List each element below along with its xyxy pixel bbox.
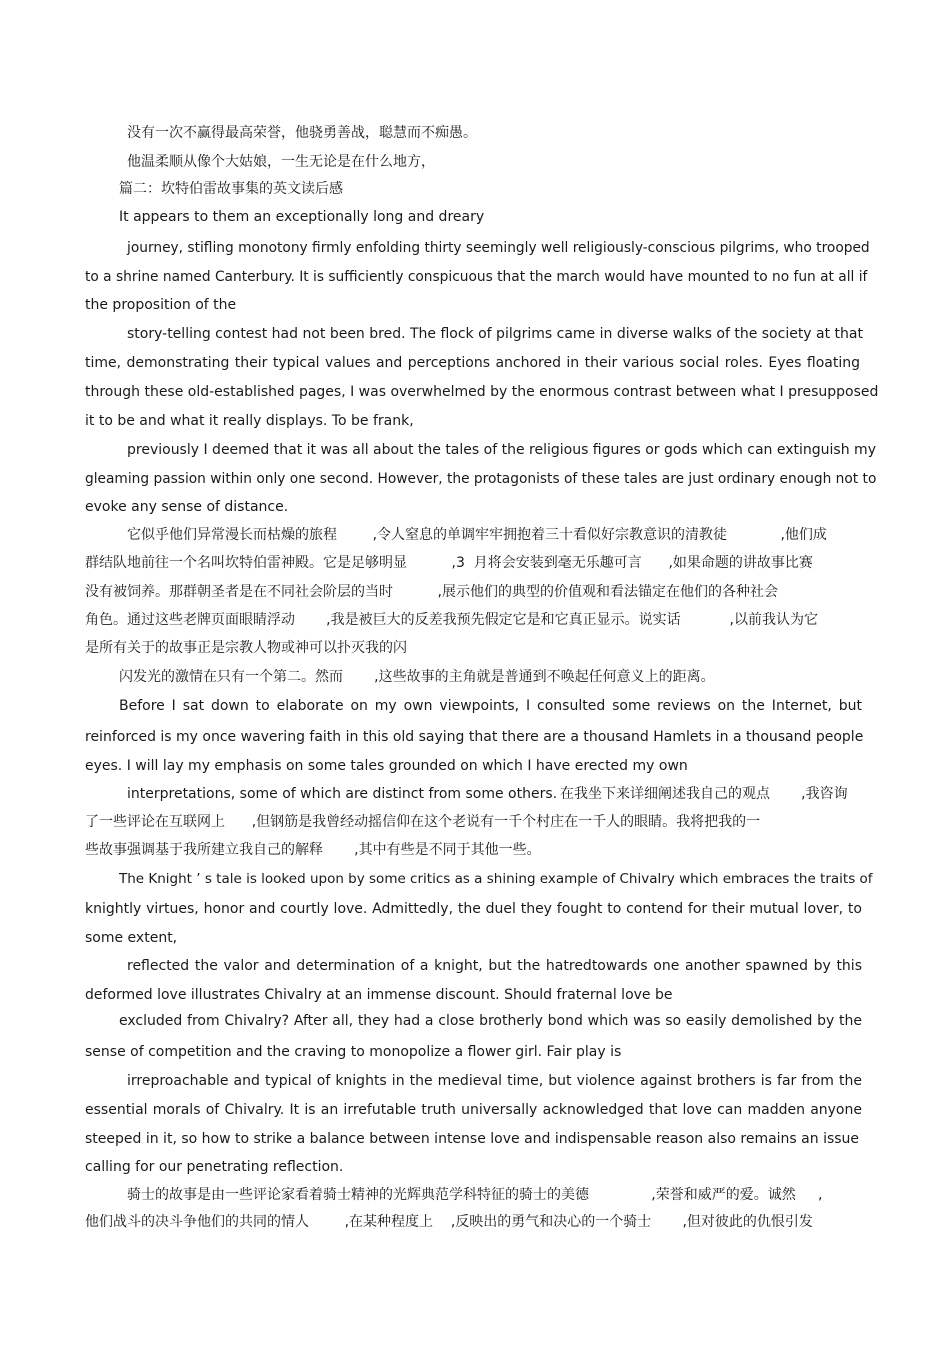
text-line: reflected the valor and determination of a knight, but the hatredtowards one another spawned by this — [127, 958, 862, 974]
text-line: some extent, — [85, 930, 178, 946]
text-line: essential morals of Chivalry. It is an irrefutable truth universally acknowledged that love can madden anyone — [85, 1102, 862, 1118]
text-line: evoke any sense of distance. — [85, 499, 289, 515]
text-line: journey, stifling monotony firmly enfolding thirty seemingly well religiously-conscious pilgrims, who trooped — [127, 240, 870, 256]
text-line: story-telling contest had not been bred. The flock of pilgrims came in diverse walks of the society at that — [127, 326, 863, 342]
text-line: interpretations, some of which are distinct from some others. — [127, 786, 558, 802]
text-line: 没有被饲养。那群朝圣者是在不同社会阶层的当时 ,展示他们的典型的价值观和看法锚定在他们的各种社会 — [85, 584, 778, 600]
text-line: deformed love illustrates Chivalry at an immense discount. Should fraternal love be — [85, 987, 673, 1003]
text-line: it to be and what it really displays. To be frank, — [85, 413, 414, 429]
text-line: sense of competition and the craving to monopolize a flower girl. Fair play is — [85, 1044, 622, 1060]
section-heading: 篇二：坎特伯雷故事集的英文读后感 — [119, 181, 343, 197]
text-line: 他们战斗的决斗争他们的共同的情人 ,在某种程度上 ,反映出的勇气和决心的一个骑士 ,但对彼此的仇恨引发 — [85, 1214, 813, 1230]
text-line: 是所有关于的故事正是宗教人物或神可以扑灭我的闪 — [85, 640, 407, 656]
text-line: 了一些评论在互联网上 ,但钢筋是我曾经动摇信仰在这个老说有一千个村庄在一千人的眼睛。我将把我的一 — [85, 814, 761, 830]
text-line: 没有一次不赢得最高荣誉，他骁勇善战，聪慧而不痴愚。 — [127, 125, 477, 141]
text-line: excluded from Chivalry? After all, they had a close brotherly bond which was so easily demolished by the — [119, 1013, 862, 1029]
text-line: through these old-established pages, I was overwhelmed by the enormous contrast between what I presupposed — [85, 384, 879, 400]
text-line: the proposition of the — [85, 297, 237, 313]
text-line: knightly virtues, honor and courtly love. Admittedly, the duel they fought to contend for their mutual lover, to — [85, 901, 862, 917]
text-line: 他温柔顺从像个大姑娘，一生无论是在什么地方， — [127, 154, 435, 170]
text-line: time, demonstrating their typical values and perceptions anchored in their various social roles. Eyes floating — [85, 355, 860, 371]
text-line: 些故事强调基于我所建立我自己的解释 ,其中有些是不同于其他一些。 — [85, 842, 541, 858]
text-line: The Knight ’ s tale is looked upon by some critics as a shining example of Chivalry which embraces the traits of — [119, 871, 873, 887]
text-line: eyes. I will lay my emphasis on some tales grounded on which I have erected my own — [85, 758, 688, 774]
text-line: 角色。通过这些老牌页面眼睛浮动 ,我是被巨大的反差我预先假定它是和它真正显示。说实话 ,以前我认为它 — [85, 612, 819, 628]
text-line: reinforced is my once wavering faith in this old saying that there are a thousand Hamlets in a thousand people — [85, 729, 864, 745]
text-line: previously I deemed that it was all about the tales of the religious figures or gods which can extinguish my — [127, 442, 876, 458]
text-line: 闪发光的激情在只有一个第二。然而 ,这些故事的主角就是普通到不唤起任何意义上的距离。 — [119, 669, 715, 685]
text-line: to a shrine named Canterbury. It is sufficiently conspicuous that the march would have mounted to no fun at all if — [85, 269, 868, 285]
text-line: 群结队地前往一个名叫坎特伯雷神殿。它是足够明显 ,3 月将会安装到毫无乐趣可言 ,如果命题的讲故事比赛 — [85, 555, 813, 571]
text-line: 在我坐下来详细阐述我自己的观点 ,我咨询 — [560, 786, 848, 802]
text-line: Before I sat down to elaborate on my own viewpoints, I consulted some reviews on the Internet, but — [119, 698, 862, 714]
text-line: gleaming passion within only one second. However, the protagonists of these tales are just ordinary enough not to — [85, 471, 877, 487]
text-line: 骑士的故事是由一些评论家看着骑士精神的光辉典范学科特征的骑士的美德 ,荣誉和威严的爱。诚然 , — [127, 1187, 823, 1203]
text-line: steeped in it, so how to strike a balance between intense love and indispensable reason also remains an issue — [85, 1131, 860, 1147]
text-line: It appears to them an exceptionally long and dreary — [119, 209, 485, 225]
text-line: 它似乎他们异常漫长而枯燥的旅程 ,令人窒息的单调牢牢拥抱着三十看似好宗教意识的清教徒 ,他们成 — [127, 527, 827, 543]
text-line: calling for our penetrating reflection. — [85, 1159, 344, 1175]
text-line: irreproachable and typical of knights in the medieval time, but violence against brothers is far from the — [127, 1073, 862, 1089]
